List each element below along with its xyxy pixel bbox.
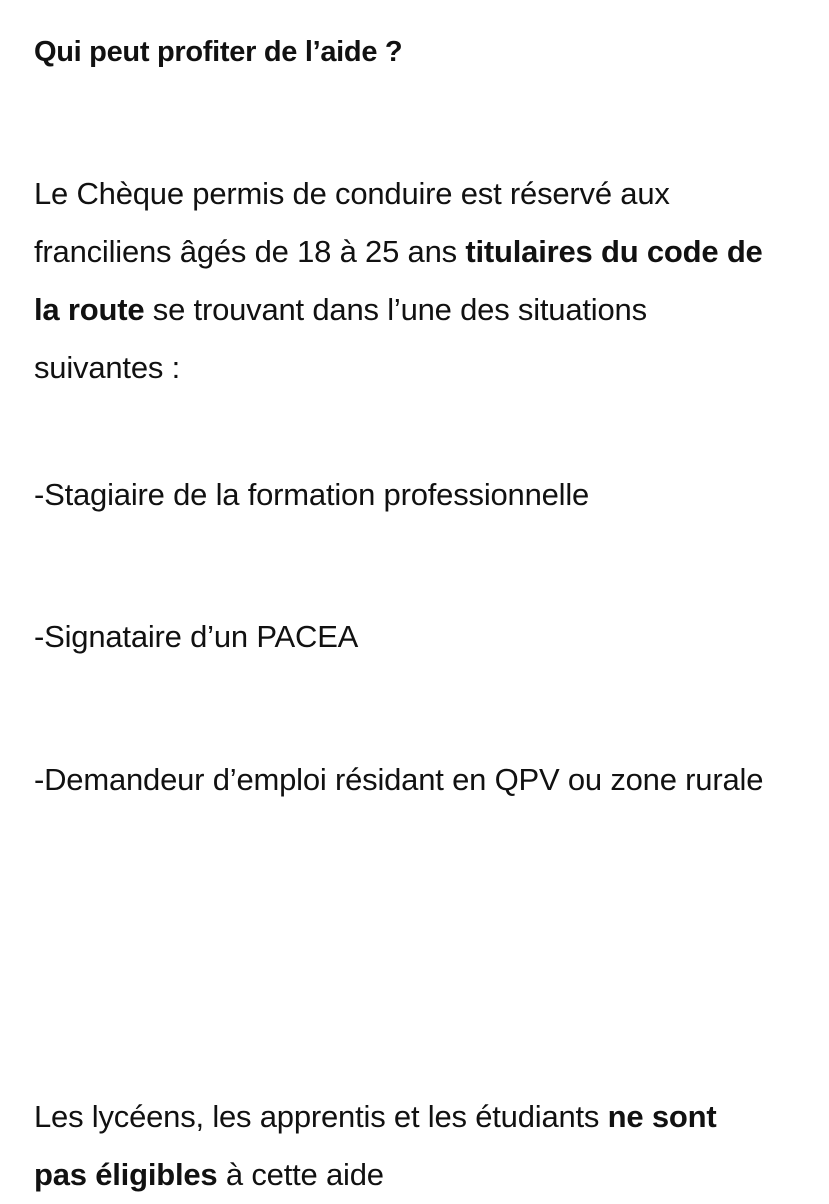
eligibility-emphasis: titulaires du code de la route	[34, 234, 763, 327]
eligibility-text-end: se trouvant dans l’une des situations suivantes :	[34, 292, 647, 385]
exclusion-emphasis: ne sont pas éligibles	[34, 1099, 717, 1192]
exclusion-text-start: Les lycéens, les apprentis et les étudiants	[34, 1099, 608, 1134]
eligibility-paragraph	[34, 165, 774, 397]
eligibility-text-start: Le Chèque permis de conduire est réservé aux franciliens âgés de 18 à 25 ans	[34, 176, 670, 269]
exclusion-text-end: à cette aide	[217, 1157, 384, 1192]
section-heading: Qui peut profiter de l’aide ?	[34, 36, 403, 68]
situation-item: -Demandeur d’emploi résidant en QPV ou zone rurale	[34, 762, 764, 797]
situation-item: -Stagiaire de la formation professionnelle	[34, 477, 590, 512]
situation-item: -Signataire d’un PACEA	[34, 619, 359, 654]
exclusion-paragraph	[34, 1088, 774, 1204]
